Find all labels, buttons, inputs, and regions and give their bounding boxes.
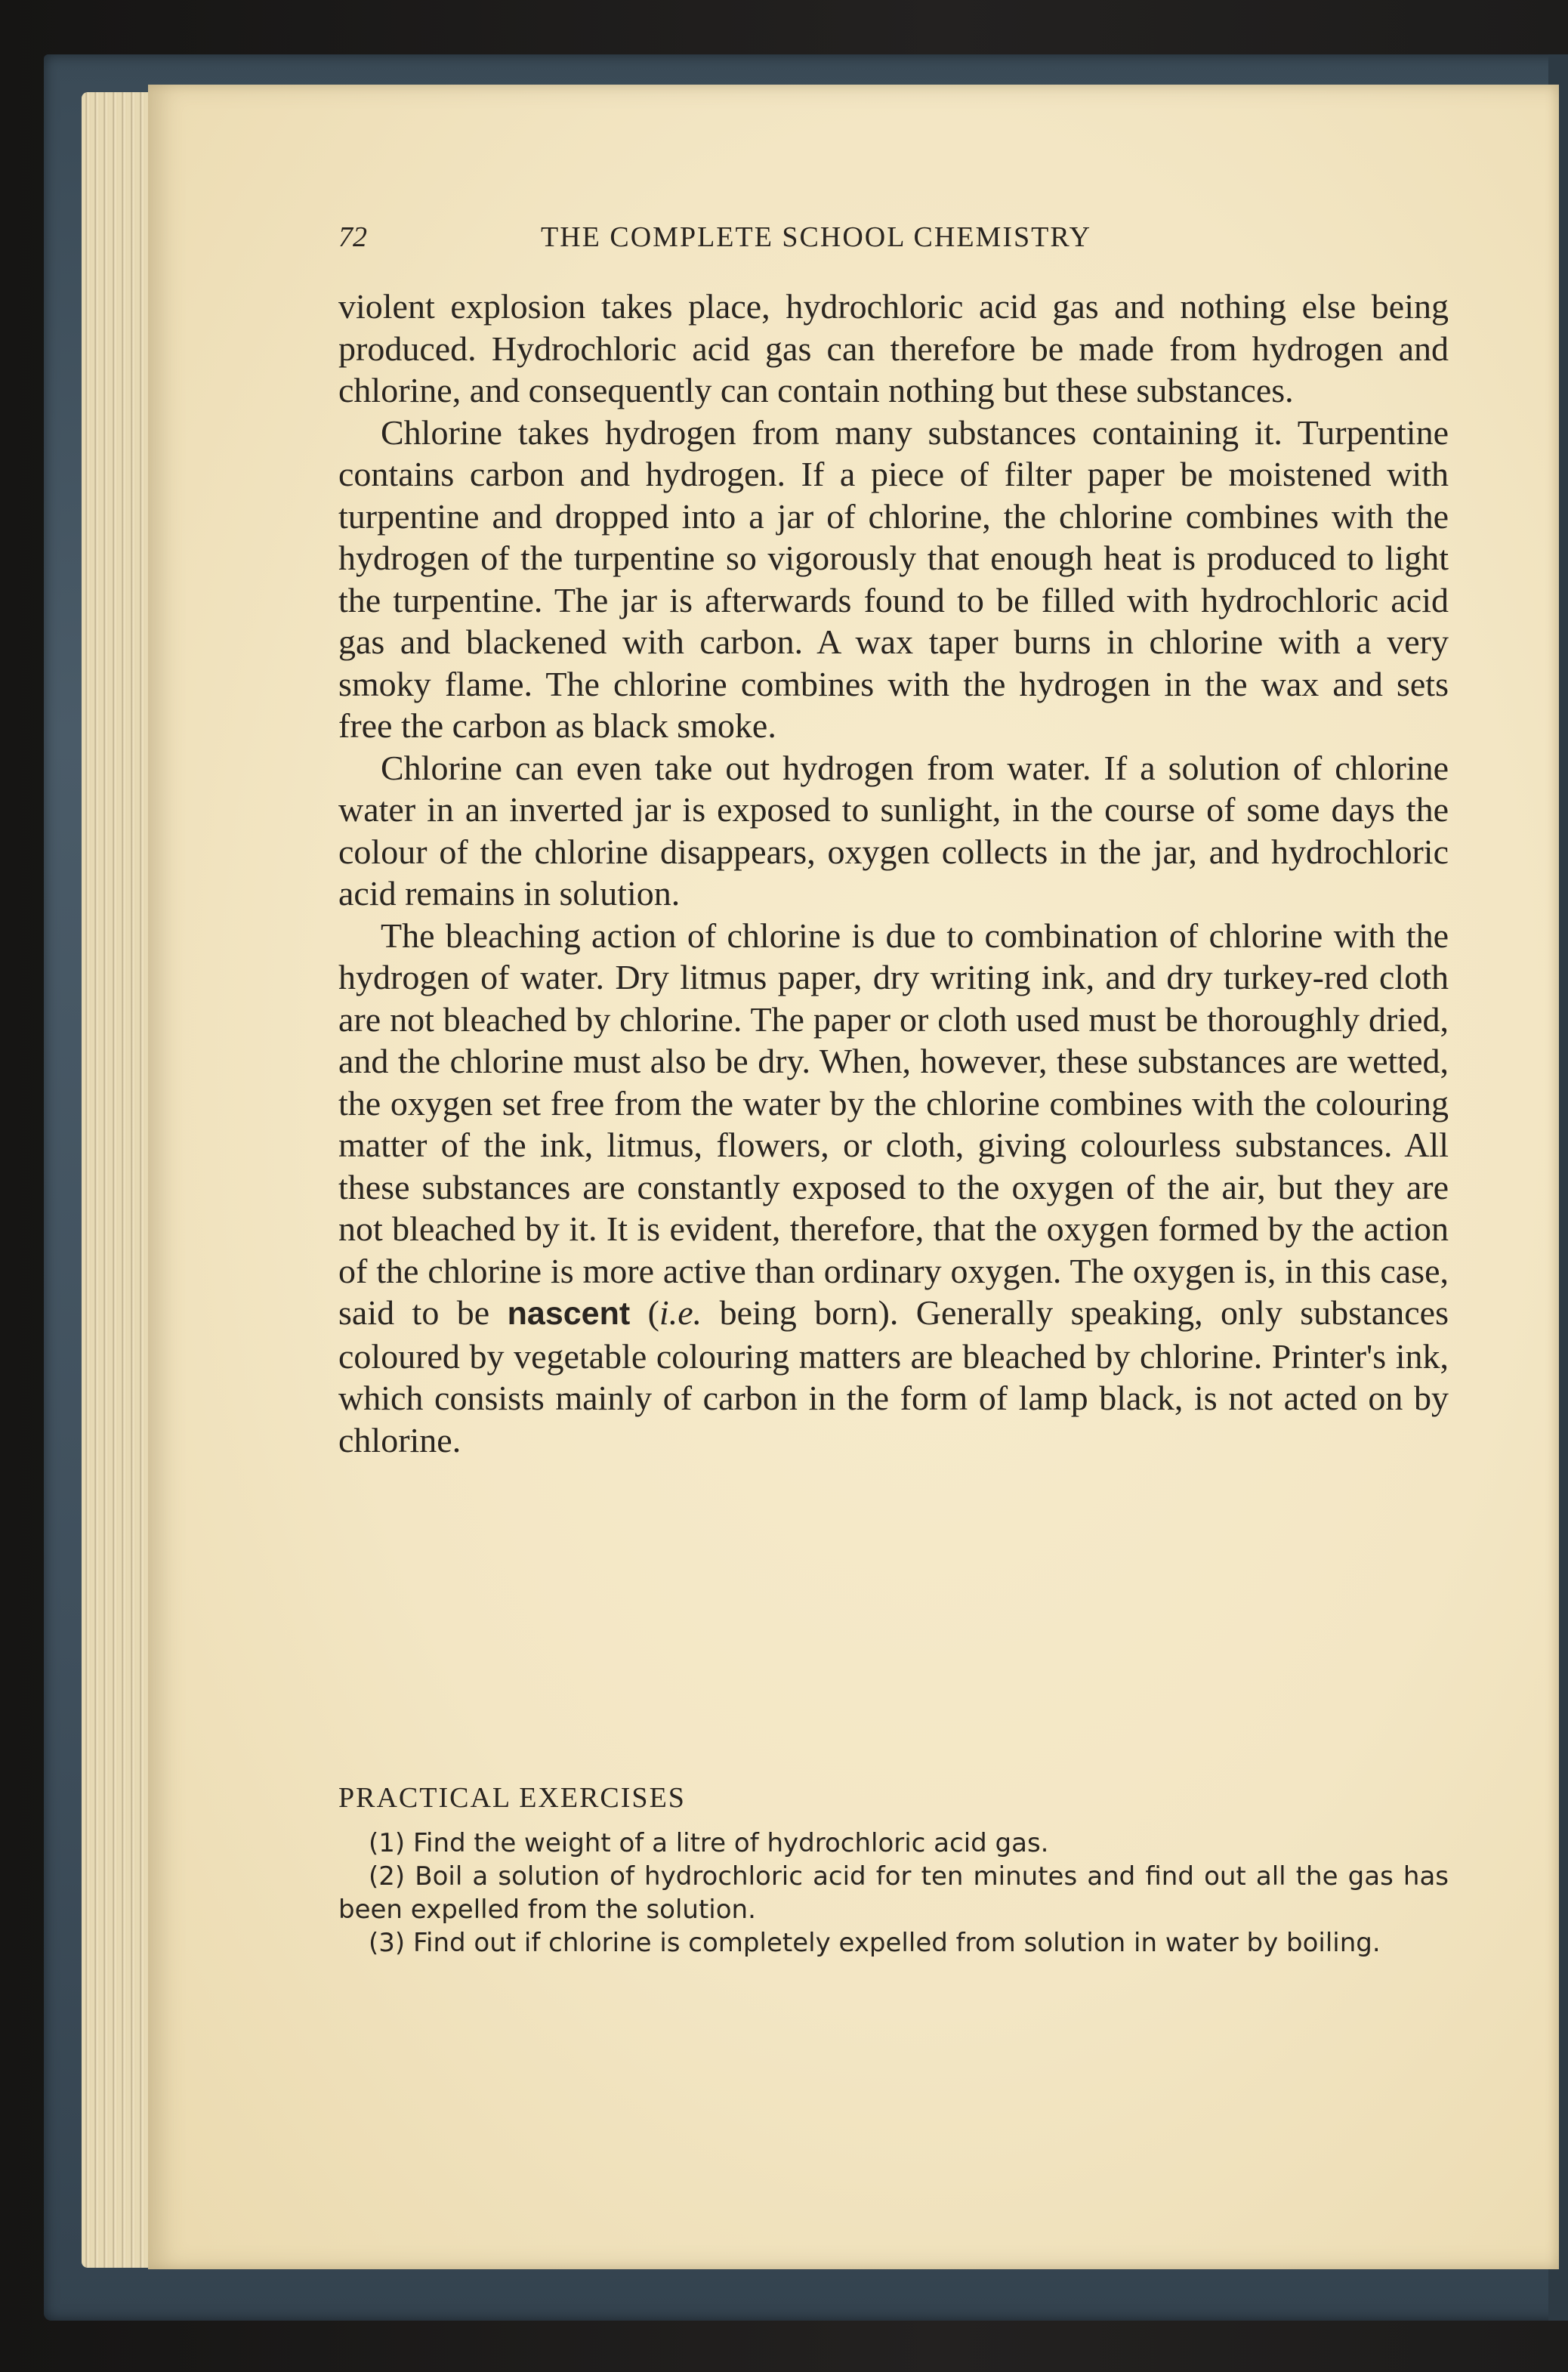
practical-exercises <box>338 1781 1449 1960</box>
paragraph: violent explosion takes place, hydrochloric acid gas and nothing else being produced. Hydrochloric acid gas can therefore be made from hydrogen and chlorine, and consequently can contain nothing but these substances. <box>338 287 1449 409</box>
paragraph: Chlorine can even take out hydrogen from water. If a solution of chlorine water in an inverted jar is exposed to sunlight, in the course of some days the colour of the chlorine disappears, oxygen collects in the jar, and hydrochloric acid remains in solution. <box>338 748 1449 913</box>
paragraph-text: being born). Generally speaking, only substances coloured by vegetable colouring matters are bleached by chlorine. Printer's ink, which consists mainly of carbon in the form of lamp black, is not acted on by chlorine. <box>338 1293 1449 1459</box>
exercise-item: (3) Find out if chlorine is completely expelled from solution in water by boiling. <box>369 1928 1381 1958</box>
paragraph: Chlorine takes hydrogen from many substances containing it. Turpentine contains carbon and hydrogen. If a piece of filter paper be moistened with turpentine and dropped into a jar of chlorine, the chlorine combines with the hydrogen of the turpentine so vigorously that enough heat is produced to light the turpentine. The jar is afterwards found to be filled with hydrochloric acid gas and blackened with carbon. A wax taper burns in chlorine with a very smoky flame. The chlorine combines with the hydrogen in the wax and sets free the carbon as black smoke. <box>338 412 1449 745</box>
paragraph <box>338 915 1449 1462</box>
running-title: THE COMPLETE SCHOOL CHEMISTRY <box>541 221 1092 253</box>
paragraph-text: The bleaching action of chlorine is due to combination of chlorine with the hydrogen of water. Dry litmus paper, dry writing ink, and dry turkey-red cloth are not bleached by chlorine. The paper or cloth used must be thoroughly dried, and the chlorine must also be dry. When, however, these substances are wetted, the oxygen set free from the water by the chlorine combines with the colouring matter of the ink, litmus, flowers, or cloth, giving colourless substances. All these substances are constantly exposed to the oxygen of the air, but they are not bleached by it. It is evident, therefore, that the oxygen formed by the action of the chlorine is more active than ordinary oxygen. The oxygen is, in this case, said to be <box>338 916 1449 1332</box>
term-nascent: nascent <box>507 1296 631 1332</box>
exercise-item: (2) Boil a solution of hydrochloric acid for ten minutes and find out all the gas has been expelled from the solution. <box>338 1861 1449 1925</box>
exercise-item: (1) Find the weight of a litre of hydrochloric acid gas. <box>369 1828 1049 1858</box>
paragraph-text: ( <box>630 1293 659 1332</box>
abbreviation: i.e. <box>659 1293 702 1332</box>
exercise-list <box>338 1827 1449 1960</box>
body-text <box>338 286 1449 1461</box>
page-number: 72 <box>338 221 367 253</box>
exercises-heading: PRACTICAL EXERCISES <box>338 1782 686 1814</box>
